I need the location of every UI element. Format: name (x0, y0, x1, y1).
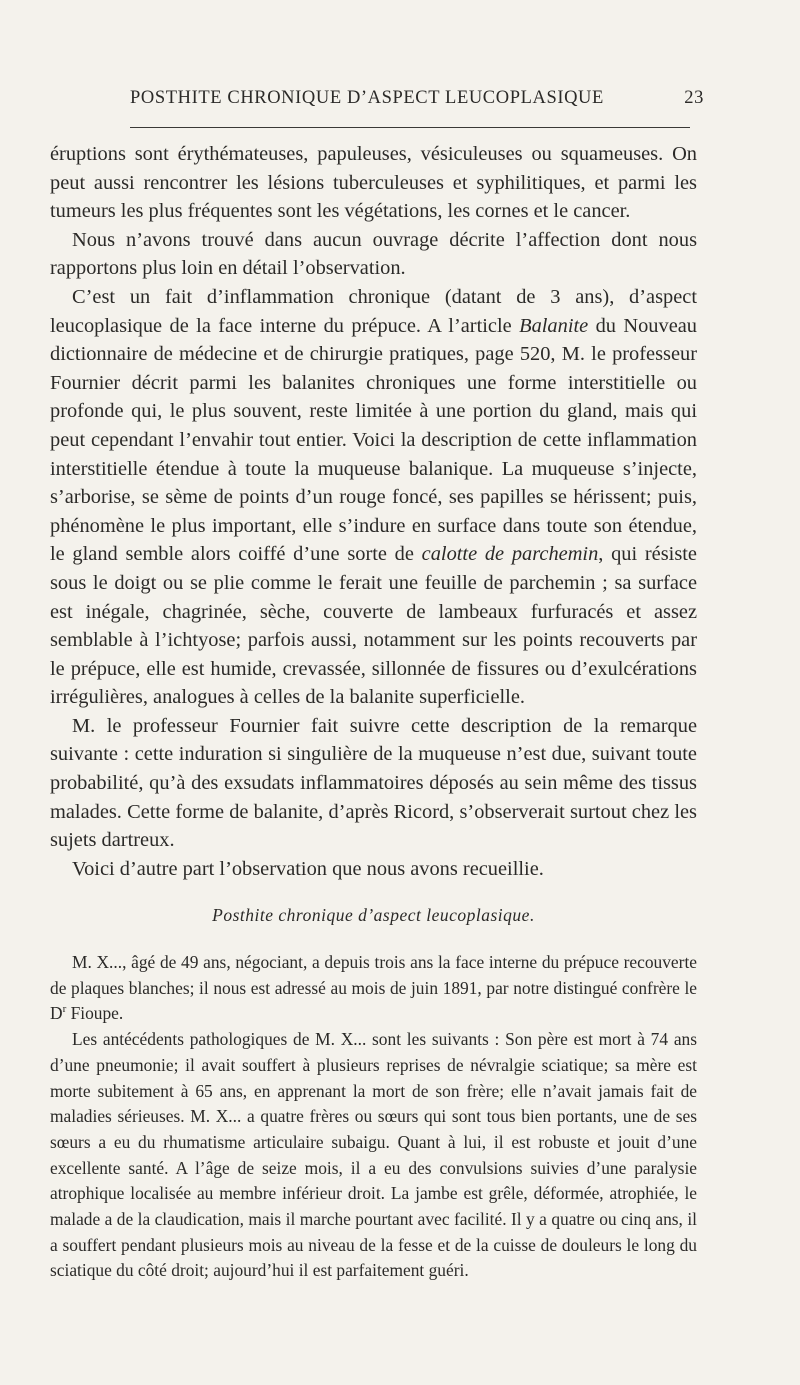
paragraph (50, 950, 697, 1027)
italic-term-calotte: calotte de parchemin (421, 543, 599, 566)
text-run: du Nouveau dictionnaire de médecine et de chirurgie pratiques, page 520, M. le professeur Fournier décrit parmi les balanites chroniques une forme interstitielle ou profonde qui, le plus souvent, reste limitée à une portion du gland, mais qui peut cependant l’envahir tout entier. Voici la description de cette inflammation interstitielle étendue à toute la muqueuse balanique. La muqueuse s’injecte, s’arborise, se sème de points d’un rouge foncé, ses papilles se hérissent; puis, phénomène le plus important, elle s’indure en surface dans toute son étendue, le gland semble alors coiffé d’une sorte de (50, 314, 697, 566)
observation-text (50, 950, 697, 1284)
page-number: 23 (684, 88, 704, 108)
paragraph: éruptions sont érythémateuses, papuleuses, vésiculeuses ou squameuses. On peut aussi rencontrer les lésions tuberculeuses et syphilitiques, et parmi les tumeurs les plus fréquentes sont les végétations, les cornes et le cancer. (50, 143, 697, 223)
superscript: r (62, 1003, 67, 1016)
running-title: POSTHITE CHRONIQUE D’ASPECT LEUCOPLASIQUE (130, 88, 604, 108)
header-rule (130, 127, 690, 128)
body-text (50, 140, 697, 883)
section-heading: Posthite chronique d’aspect leucoplasique. (212, 905, 535, 925)
text-run: , qui résiste sous le doigt ou se plie comme le ferait une feuille de parchemin ; sa surface est inégale, chagrinée, sèche, couverte de lambeaux furfuracés et assez semblable à l’ichtyose; parfois aussi, notamment sur les points recouverts par le prépuce, elle est humide, crevassée, sillonnée de fissures ou d’exulcérations irrégulières, analogues à celles de la balanite superficielle. (50, 543, 697, 709)
paragraph: Les antécédents pathologiques de M. X... sont les suivants : Son père est mort à 74 ans d’une pneumonie; il avait souffert à plusieurs reprises de névralgie sciatique; sa mère est morte subitement à 65 ans, en apprenant la mort de son frère; elle n’avait jamais fait de maladies sérieuses. M. X... a quatre frères ou sœurs qui sont tous bien portants, une de ses sœurs a eu du rhumatisme articulaire subaigu. Quant à lui, il est robuste et jouit d’une excellente santé. A l’âge de seize mois, il a eu des convulsions suivies d’une paralysie atrophique localisée au membre inférieur droit. La jambe est grêle, déformée, atrophiée, le malade a de la claudication, mais il marche pourtant avec facilité. Il y a quatre ou cinq ans, il a souffert pendant plusieurs mois au niveau de la fesse et de la cuisse de douleurs le long du sciatique du côté droit; aujourd’hui il est parfaitement guéri. (50, 1029, 697, 1281)
text-run: Fioupe. (66, 1003, 124, 1024)
paragraph (50, 283, 697, 712)
paragraph: M. le professeur Fournier fait suivre cette description de la remarque suivante : cette induration si singulière de la muqueuse n’est due, suivant toute probabilité, qu’à des exsudats inflammatoires déposés au sein même des tissus malades. Cette forme de balanite, d’après Ricord, s’observerait surtout chez les sujets dartreux. (50, 714, 697, 852)
running-head (50, 88, 704, 109)
text-run: C’est un fait d’inflammation chronique (datant de 3 ans), d’aspect leucoplasique de la face interne du prépuce. A l’article (50, 285, 697, 337)
text-run: M. X..., âgé de 49 ans, négociant, a depuis trois ans la face interne du prépuce recouverte de plaques blanches; il nous est adressé au mois de juin 1891, par notre distingué confrère le D (50, 952, 697, 1024)
paragraph: Voici d’autre part l’observation que nous avons recueillie. (72, 857, 544, 880)
italic-term-balanite: Balanite (519, 314, 589, 337)
paragraph: Nous n’avons trouvé dans aucun ouvrage décrite l’affection dont nous rapportons plus loin en détail l’observation. (50, 228, 697, 280)
